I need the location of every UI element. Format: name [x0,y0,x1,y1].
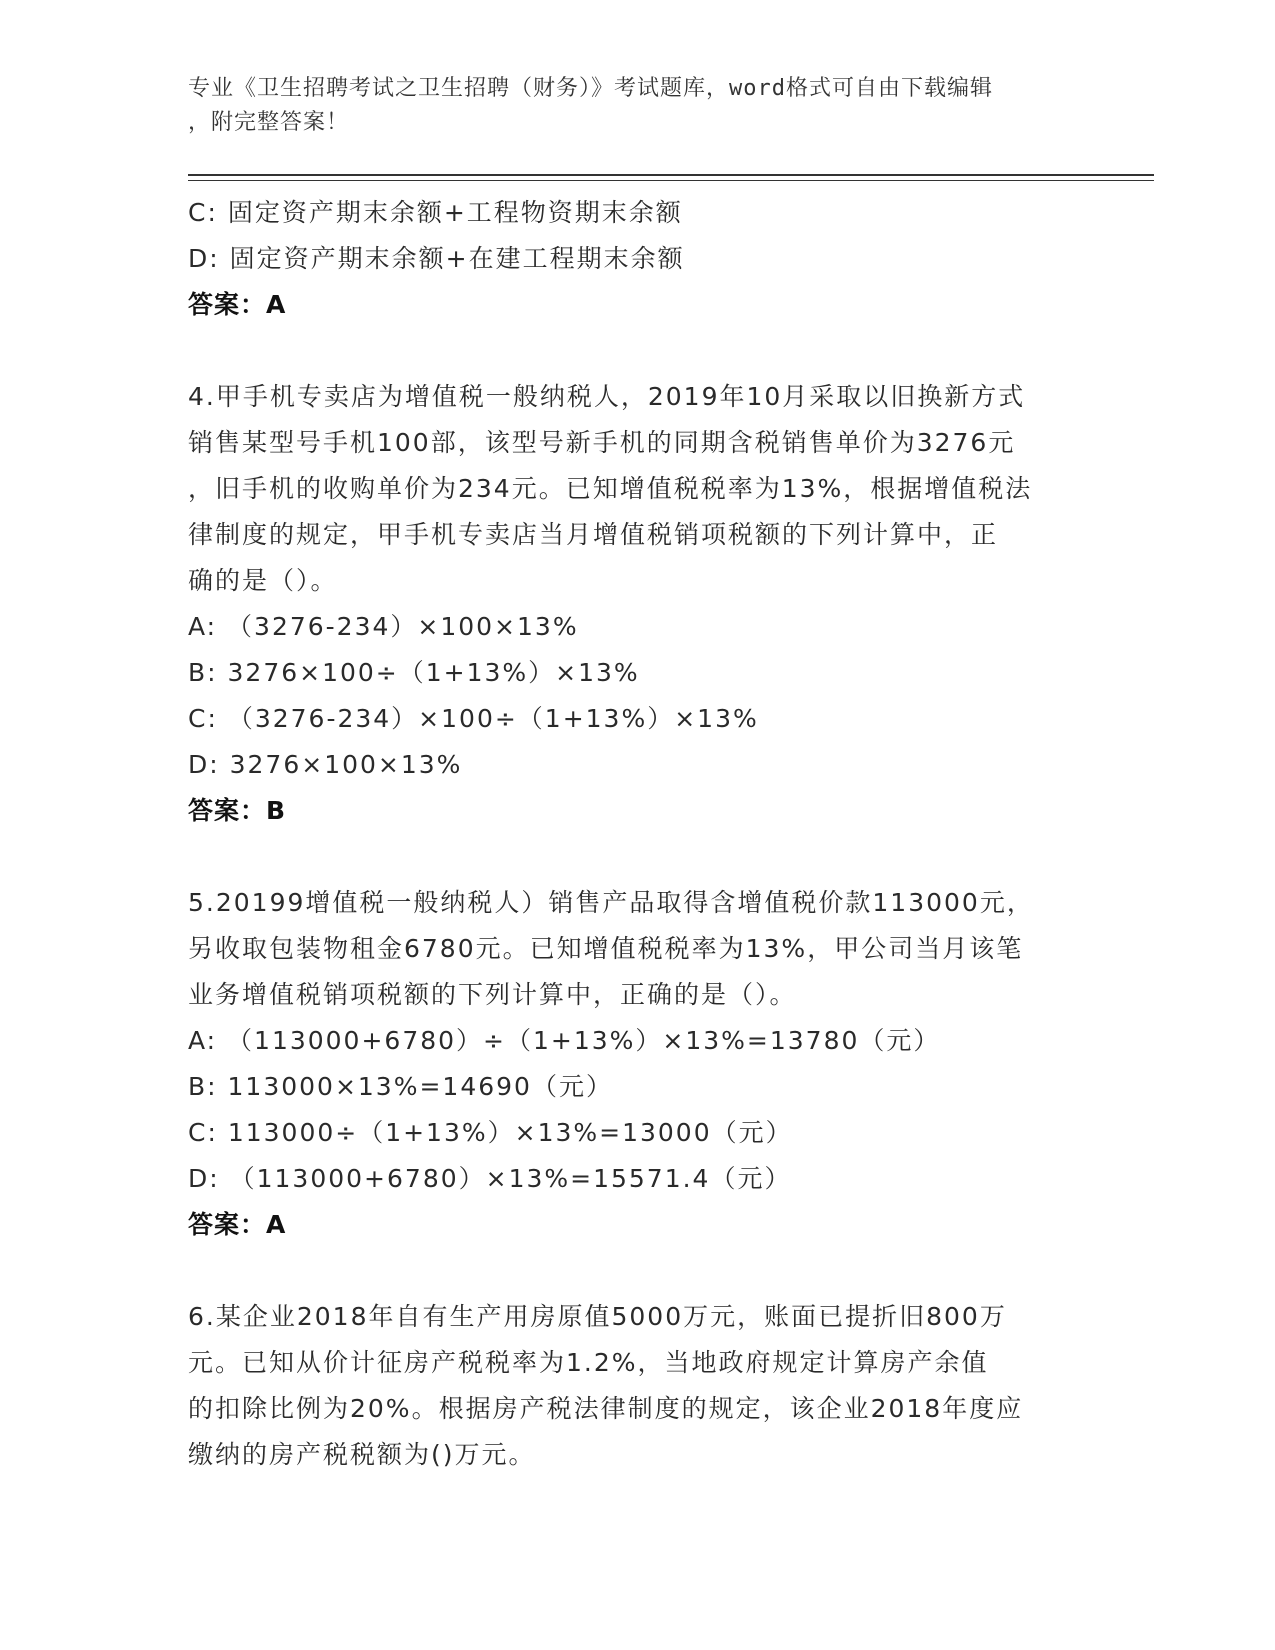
option-b: B: 3276×100÷（1+13%）×13% [188,658,640,687]
answer-line: 答案：A [188,1210,287,1239]
question-text-line: 另收取包装物租金6780元。已知增值税税率为13%，甲公司当月该笔 [188,934,1024,963]
header-divider-thin [188,180,1154,181]
question-text-line: 4.甲手机专卖店为增值税一般纳税人，2019年10月采取以旧换新方式 [188,382,1026,411]
question-text-line: 业务增值税销项税额的下列计算中，正确的是（）。 [188,980,797,1009]
answer-line: 答案：A [188,290,287,319]
header-title-line-1: 专业《卫生招聘考试之卫生招聘（财务）》考试题库，word格式可自由下载编辑 [188,76,993,101]
question-text-line: 确的是（）。 [188,566,338,595]
spacer [188,328,1088,374]
option-c: C: 固定资产期末余额+工程物资期末余额 [188,198,683,227]
option-a: A: （3276-234）×100×13% [188,612,579,641]
header-divider-thick [188,174,1154,176]
carryover-question [188,190,1088,328]
question-text-line: 的扣除比例为20%。根据房产税法律制度的规定，该企业2018年度应 [188,1394,1024,1423]
question-5 [188,880,1088,1248]
option-d: D: （113000+6780）×13%=15571.4（元） [188,1164,792,1193]
header-title-line-2: ，附完整答案！ [188,110,350,135]
document-header [188,72,1088,140]
question-text-line: 6.某企业2018年自有生产用房原值5000万元，账面已提折旧800万 [188,1302,1007,1331]
question-text-line: 律制度的规定，甲手机专卖店当月增值税销项税额的下列计算中，正 [188,520,999,549]
option-c: C: （3276-234）×100÷（1+13%）×13% [188,704,759,733]
spacer [188,1248,1088,1294]
question-text-line: 缴纳的房产税税额为()万元。 [188,1440,536,1469]
question-text-line: 元。已知从价计征房产税税率为1.2%，当地政府规定计算房产余值 [188,1348,989,1377]
option-d: D: 固定资产期末余额+在建工程期末余额 [188,244,685,273]
spacer [188,834,1088,880]
question-text-line: ，旧手机的收购单价为234元。已知增值税税率为13%，根据增值税法 [188,474,1033,503]
question-4 [188,374,1088,834]
answer-line: 答案：B [188,796,287,825]
question-text-line: 5.20199增值税一般纳税人）销售产品取得含增值税价款113000元， [188,888,1034,917]
option-d: D: 3276×100×13% [188,750,463,779]
question-text-line: 销售某型号手机100部，该型号新手机的同期含税销售单价为3276元 [188,428,1016,457]
option-b: B: 113000×13%=14690（元） [188,1072,613,1101]
option-a: A: （113000+6780）÷（1+13%）×13%=13780（元） [188,1026,941,1055]
question-6 [188,1294,1088,1478]
option-c: C: 113000÷（1+13%）×13%=13000（元） [188,1118,793,1147]
document-body [188,190,1088,1478]
